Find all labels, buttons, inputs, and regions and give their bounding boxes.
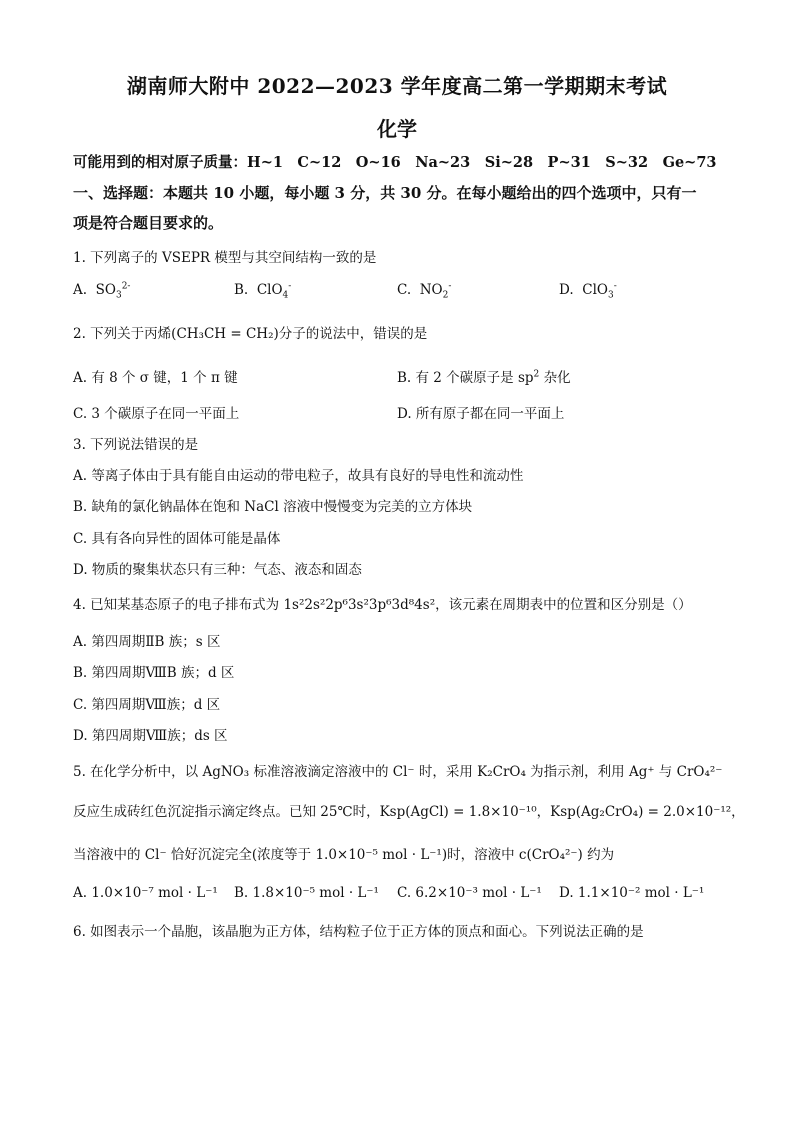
q3-option-c: C. 具有各向异性的固体可能是晶体 xyxy=(73,531,281,547)
q1-option-c-sup: - xyxy=(448,281,452,292)
section-heading-line2: 项是符合题目要求的。 xyxy=(73,214,224,232)
q5-ag: Ag⁺ xyxy=(628,764,655,780)
q5-text: ， xyxy=(731,804,745,820)
question-1-stem: 1. 下列离子的 VSEPR 模型与其空间结构一致的是 xyxy=(73,250,377,266)
q1-option-a-sub: 3 xyxy=(115,290,122,301)
q5-text: 时，采用 xyxy=(414,764,478,780)
q4-option-a: A. 第四周期ⅡB 族；s 区 xyxy=(73,634,221,650)
subject-title: 化学 xyxy=(377,117,417,141)
q5-cl: Cl⁻ xyxy=(392,764,415,780)
q1-option-c-letter: C. xyxy=(397,282,412,298)
q2-option-b-post: 杂化 xyxy=(539,370,571,386)
q1-option-a xyxy=(73,281,131,301)
question-3-stem: 3. 下列说法错误的是 xyxy=(73,437,199,453)
q5-text: 标准溶液滴定溶液中的 xyxy=(249,764,393,780)
question-5-line3 xyxy=(73,843,614,863)
q2-option-c: C. 3 个碳原子在同一平面上 xyxy=(73,406,240,422)
q1-option-b-sub: 4 xyxy=(282,290,289,301)
q2-stem-part-b: )分子的说法中，错误的是 xyxy=(273,326,428,342)
q1-option-b-ion: ClO xyxy=(256,282,283,298)
q1-option-d-ion: ClO xyxy=(582,282,608,298)
q5-text: 5. 在化学分析中，以 xyxy=(73,764,203,780)
q2-option-d: D. 所有原子都在同一平面上 xyxy=(397,406,565,422)
q1-option-b-letter: B. xyxy=(234,282,249,298)
q1-option-d xyxy=(559,281,617,301)
q5-text: 反应生成砖红色沉淀指示滴定终点。已知 25℃时， xyxy=(73,804,380,820)
q5-text: 为指示剂，利用 xyxy=(525,764,629,780)
section-heading-line1: 一、选择题：本题共 10 小题，每小题 3 分，共 30 分。在每小题给出的四个选项中，只有一 xyxy=(73,184,697,202)
q1-option-d-sub: 3 xyxy=(607,290,614,301)
q1-option-a-ion: SO xyxy=(95,282,116,298)
q2-stem-part-a: 2. 下列关于丙烯( xyxy=(73,326,177,342)
q5-c-cro4: c(CrO₄²⁻) xyxy=(518,847,583,863)
q1-option-b xyxy=(234,281,292,301)
q5-text: 约为 xyxy=(582,847,615,863)
q2-option-b-pre: B. 有 2 个碳原子是 sp xyxy=(397,370,534,386)
q4-option-d: D. 第四周期Ⅷ族；ds 区 xyxy=(73,728,228,744)
q5-option-a: A. 1.0×10⁻⁷ mol · L⁻¹ xyxy=(73,885,218,901)
q5-text: 当溶液中的 xyxy=(73,847,145,863)
q3-option-b: B. 缺角的氯化钠晶体在饱和 NaCl 溶液中慢慢变为完美的立方体块 xyxy=(73,499,473,515)
question-2-stem xyxy=(73,322,427,342)
q4-option-c: C. 第四周期Ⅷ族；d 区 xyxy=(73,697,221,713)
q2-option-b xyxy=(397,366,571,386)
q5-cro4: CrO₄²⁻ xyxy=(676,764,723,780)
q1-option-c-ion: NO xyxy=(419,282,443,298)
page-title: 湖南师大附中 2022—2023 学年度高二第一学期期末考试 xyxy=(126,74,668,98)
q2-option-a: A. 有 8 个 σ 键，1 个 π 键 xyxy=(73,370,238,386)
q2-option-b-sup: 2 xyxy=(533,369,540,380)
q1-option-d-sup: - xyxy=(613,281,617,292)
q5-ksp-agcl: Ksp(AgCl) = 1.8×10⁻¹⁰ xyxy=(379,804,537,820)
q5-text: ， xyxy=(536,804,551,820)
q1-option-c-sub: 2 xyxy=(442,290,449,301)
question-5-line1 xyxy=(73,760,722,780)
q3-option-a: A. 等离子体由于具有能自由运动的带电粒子，故具有良好的导电性和流动性 xyxy=(73,468,524,484)
question-6-stem: 6. 如图表示一个晶胞，该晶胞为正方体，结构粒子位于正方体的顶点和面心。下列说法正确的是 xyxy=(73,924,644,940)
q5-text: 恰好沉淀完全(浓度等于 xyxy=(166,847,316,863)
q5-option-c: C. 6.2×10⁻³ mol · L⁻¹ xyxy=(397,885,542,901)
q1-option-d-letter: D. xyxy=(559,282,574,298)
atomic-masses: 可能用到的相对原子质量：H~1 C~12 O~16 Na~23 Si~28 P~31 S~32 Ge~73 xyxy=(73,154,717,171)
q4-stem-part-b: ，该元素在周期表中的位置和区分别是（） xyxy=(435,597,692,613)
q5-k2cro4: K₂CrO₄ xyxy=(477,764,526,780)
q1-option-a-letter: A. xyxy=(73,282,88,298)
question-5-line2 xyxy=(73,800,745,820)
q5-text: )时，溶液中 xyxy=(441,847,519,863)
q5-ksp-ag2cro4: Ksp(Ag₂CrO₄) = 2.0×10⁻¹² xyxy=(550,804,732,820)
q5-option-b: B. 1.8×10⁻⁵ mol · L⁻¹ xyxy=(234,885,379,901)
q1-option-a-sup: 2- xyxy=(121,281,131,292)
q5-option-d: D. 1.1×10⁻² mol · L⁻¹ xyxy=(559,885,705,901)
q5-concentration: 1.0×10⁻⁵ mol · L⁻¹ xyxy=(315,847,442,863)
q2-formula: CH₃CH = CH₂ xyxy=(176,326,274,342)
q5-cl-2: Cl⁻ xyxy=(144,847,167,863)
q4-option-b: B. 第四周期ⅧB 族；d 区 xyxy=(73,665,235,681)
q1-option-b-sup: - xyxy=(288,281,292,292)
question-4-stem xyxy=(73,593,692,613)
q1-option-c xyxy=(397,281,452,301)
q5-agno3: AgNO₃ xyxy=(202,764,250,780)
q4-stem-part-a: 4. 已知某基态原子的电子排布式为 xyxy=(73,597,284,613)
q5-text: 与 xyxy=(654,764,677,780)
q4-electron-config: 1s²2s²2p⁶3s²3p⁶3d⁸4s² xyxy=(283,597,436,613)
q3-option-d: D. 物质的聚集状态只有三种：气态、液态和固态 xyxy=(73,562,362,578)
